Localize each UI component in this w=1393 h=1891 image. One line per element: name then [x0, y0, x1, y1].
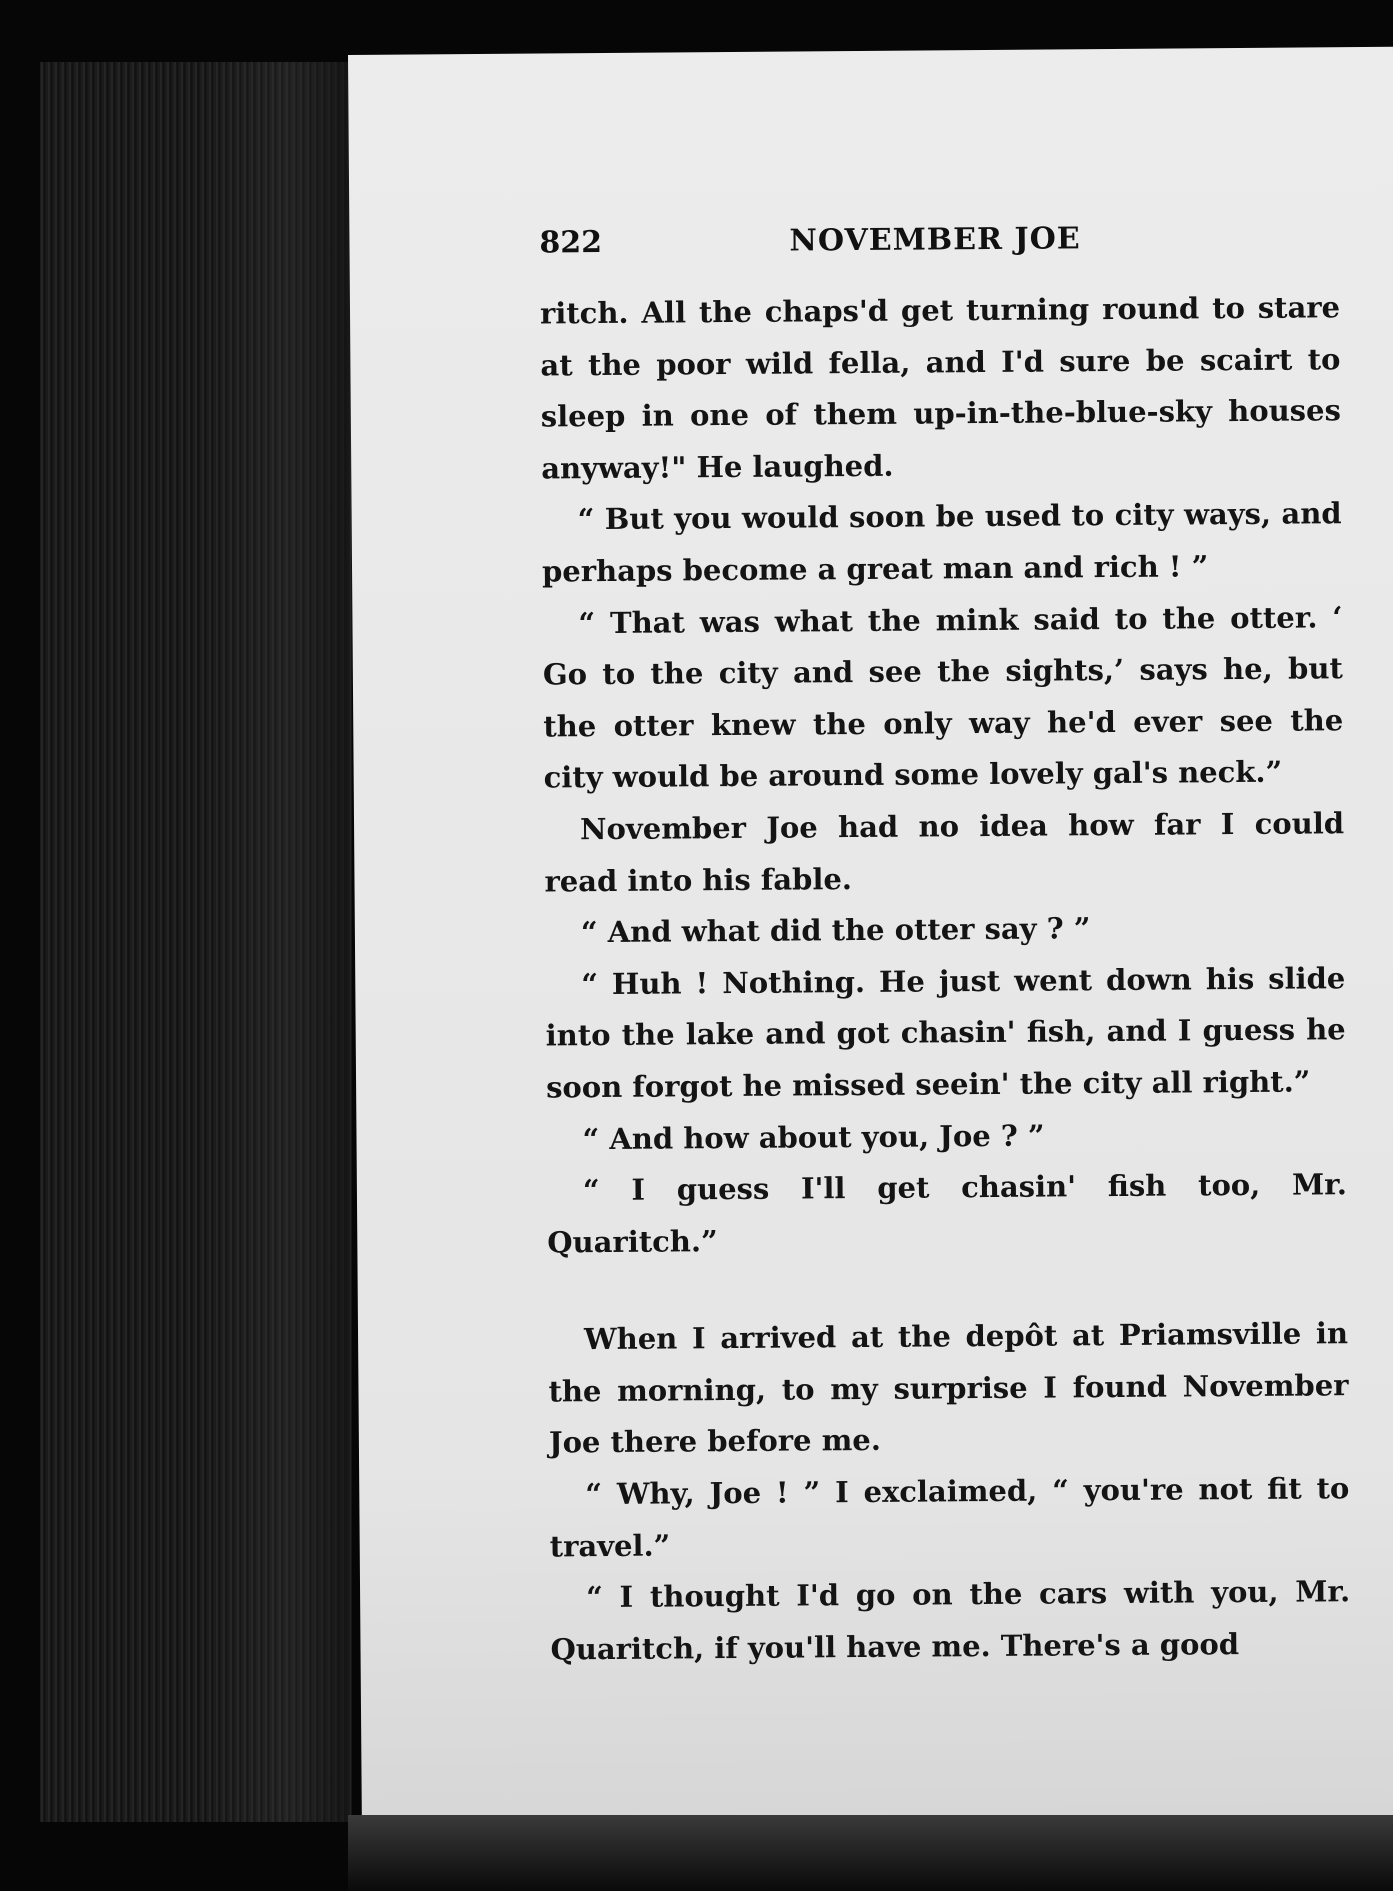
book-page [348, 47, 1393, 1827]
book-title-header: NOVEMBER JOE [789, 221, 1081, 259]
paragraph: When I arrived at the depôt at Priamsville in the morning, to my surprise I found November Joe there before me. [548, 1316, 1349, 1460]
paragraph: “ I guess I'll get chasin' fish too, Mr. Quaritch.” [547, 1167, 1348, 1260]
paragraph: “ I thought I'd go on the cars with you, Mr. Quaritch, if you'll have me. There's a good [550, 1574, 1351, 1667]
book-page-edges [40, 62, 352, 1822]
paragraph: “ And how about you, Joe ? ” [582, 1118, 1045, 1156]
running-head [539, 219, 1339, 285]
body-text [540, 282, 1351, 1676]
paragraph: ritch. All the chaps'd get turning round to stare at the poor wild fella, and I'd sure be scairt to sleep in one of them up-in-the-blue-sky houses anyway!" He laughed. [539, 290, 1341, 486]
paragraph: “ Huh ! Nothing. He just went down his slide into the lake and got chasin' fish, and I guess he soon forgot he missed seein' the city all right.” [545, 960, 1346, 1105]
page-number: 822 [539, 225, 603, 261]
paragraph: “ But you would soon be used to city ways, and perhaps become a great man and rich ! ” [541, 496, 1342, 589]
paragraph: November Joe had no idea how far I could read into his fable. [544, 806, 1345, 899]
paragraph: “ And what did the otter say ? ” [580, 911, 1091, 950]
paragraph: “ Why, Joe ! ” I exclaimed, “ you're not fit to travel.” [549, 1471, 1350, 1564]
paragraph: “ That was what the mink said to the otter. ‘ Go to the city and see the sights,’ says he, but the otter knew the only way he'd ever see the city would be around some lovely gal's neck.” [542, 599, 1344, 795]
page-bottom-shadow [348, 1815, 1393, 1891]
